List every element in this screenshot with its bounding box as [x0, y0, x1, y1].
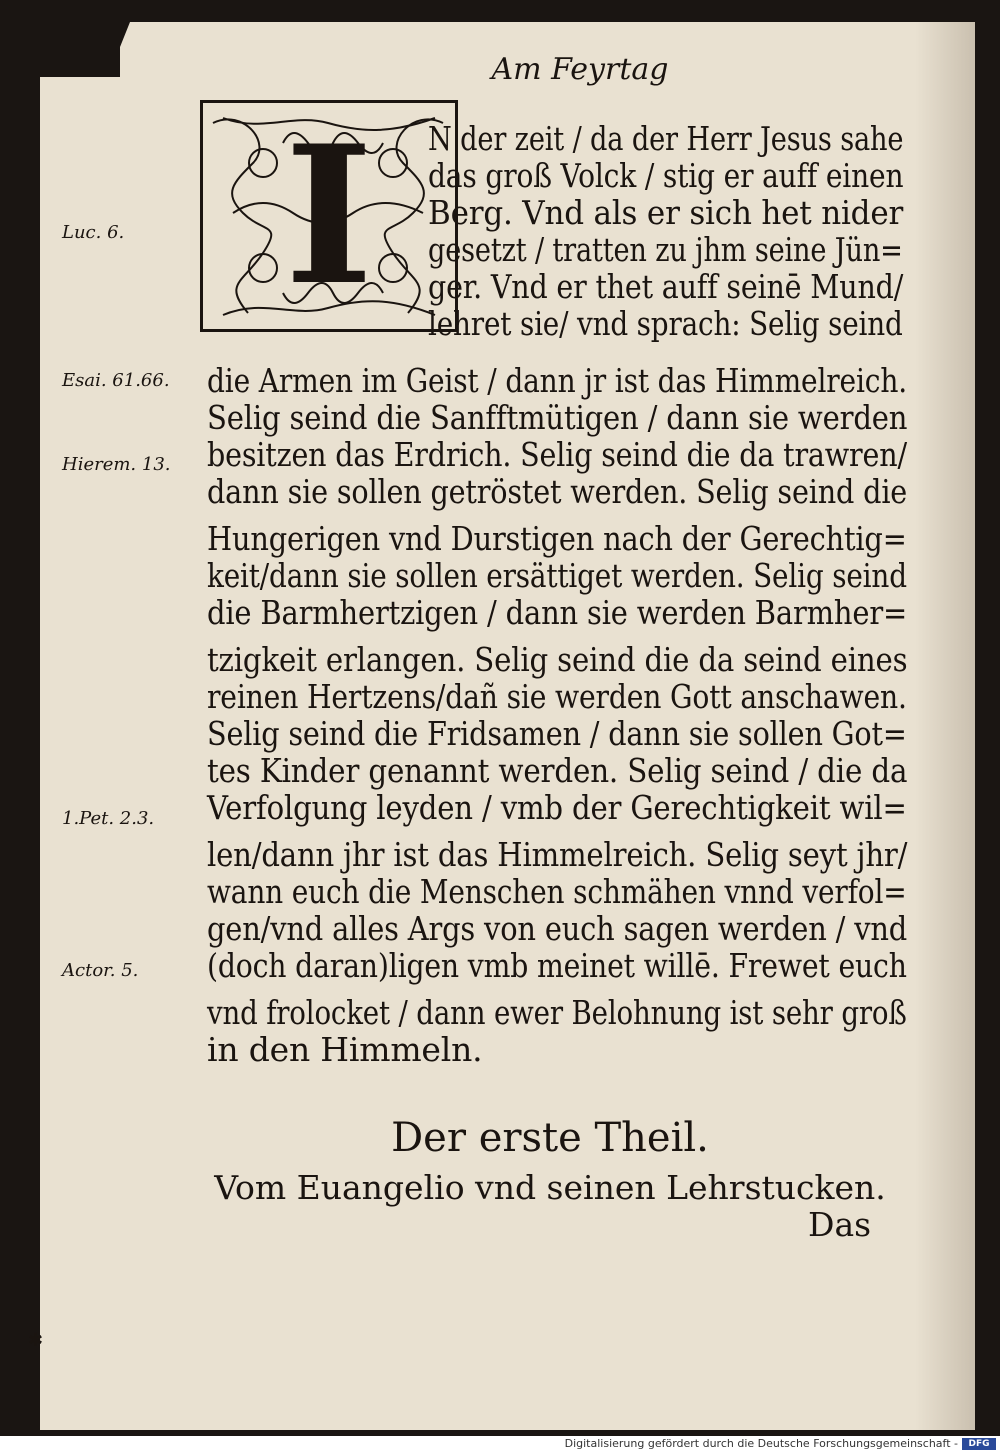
text-line-22: (doch daran)ligen vmb meinet willē. Frewet euch	[207, 946, 907, 985]
text-line-8: Selig seind die Sanfftmütigen / dann sie werden	[207, 398, 908, 437]
footer-text: Digitalisierung gefördert durch die Deutsche Forschungsgemeinschaft -	[564, 1437, 958, 1450]
corner-mark-icon: ✱	[28, 1330, 44, 1351]
running-title: Am Feyrtag	[491, 52, 669, 87]
text-line-20: wann euch die Menschen schmähen vnnd verfol=	[207, 872, 907, 911]
text-line-13: die Barmhertzigen / dann sie werden Barmher=	[207, 593, 908, 632]
margin-note-actor: Actor. 5.	[62, 960, 139, 981]
decorated-initial	[200, 100, 458, 332]
text-line-15: reinen Hertzens/dañ sie werden Gott anschawen.	[207, 677, 907, 716]
text-line-19: len/dann jhr ist das Himmelreich. Selig seyt jhr/	[207, 835, 908, 874]
text-line-7: die Armen im Geist / dann jr ist das Himmelreich.	[207, 361, 907, 400]
dfg-logo: DFG	[962, 1438, 996, 1450]
page-edge-shadow	[915, 22, 975, 1430]
text-line-6: lehret sie/ vnd sprach: Selig seind	[428, 304, 903, 343]
text-line-5: ger. Vnd er thet auff seinē Mund/	[428, 267, 904, 306]
margin-note-hierem: Hierem. 13.	[62, 454, 171, 475]
text-line-11: Hungerigen vnd Durstigen nach der Gerechtig=	[207, 519, 907, 558]
initial-letter: I	[284, 104, 374, 327]
text-line-12: keit/dann sie sollen ersättiget werden. Selig seind	[207, 556, 907, 595]
text-line-23: vnd frolocket / dann ewer Belohnung ist sehr groß	[207, 993, 907, 1032]
text-line-10: dann sie sollen getröstet werden. Selig seind die	[207, 472, 908, 511]
margin-note-luc: Luc. 6.	[62, 222, 125, 243]
text-line-3: Berg. Vnd als er sich het nider	[428, 193, 904, 232]
margin-note-esai: Esai. 61.66.	[62, 370, 170, 391]
text-line-4: gesetzt / tratten zu jhm seine Jün=	[428, 230, 903, 269]
text-line-18: Verfolgung leyden / vmb der Gerechtigkeit wil=	[207, 788, 907, 827]
text-line-24: in den Himmeln.	[207, 1030, 483, 1069]
section-heading: Der erste Theil.	[391, 1115, 709, 1161]
catchword: Das	[808, 1205, 872, 1244]
text-line-1: N der zeit / da der Herr Jesus sahe	[428, 119, 904, 158]
text-line-9: besitzen das Erdrich. Selig seind die da trawren/	[207, 435, 907, 474]
margin-note-pet: 1.Pet. 2.3.	[62, 808, 155, 829]
text-line-21: gen/vnd alles Args von euch sagen werden / vnd	[207, 909, 908, 948]
text-line-17: tes Kinder genannt werden. Selig seind / die da	[207, 751, 908, 790]
text-line-16: Selig seind die Fridsamen / dann sie sollen Got=	[207, 714, 907, 753]
section-subheading: Vom Euangelio vnd seinen Lehrstucken.	[214, 1168, 886, 1207]
text-line-14: tzigkeit erlangen. Selig seind die da seind eines	[207, 640, 908, 679]
text-line-2: das groß Volck / stig er auff einen	[428, 156, 904, 195]
